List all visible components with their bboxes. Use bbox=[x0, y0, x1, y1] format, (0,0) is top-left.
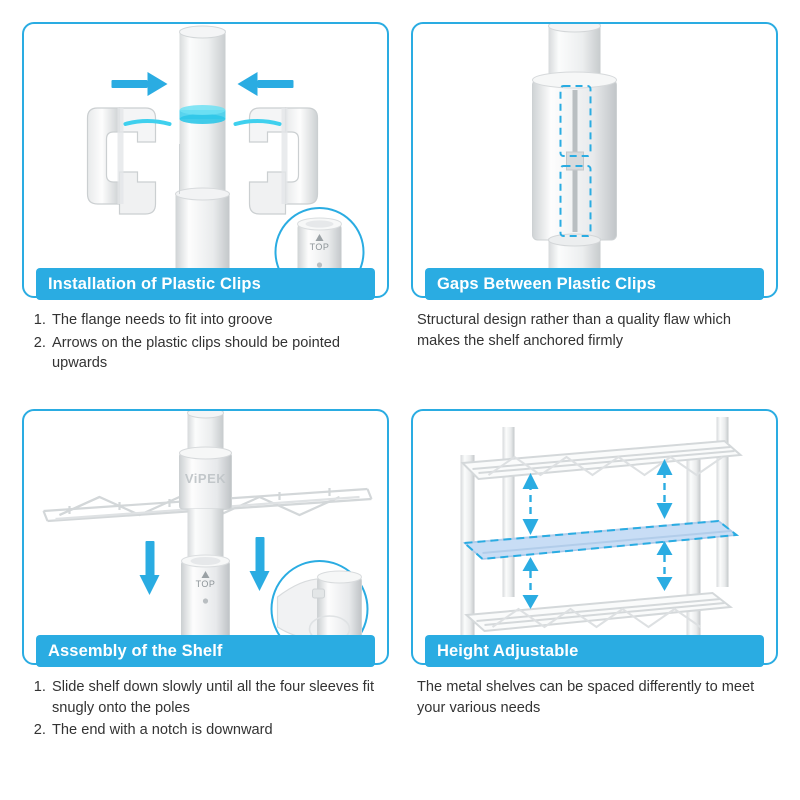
panel-gaps-between-plastic-clips bbox=[411, 22, 778, 399]
paragraph-text: Structural design rather than a quality flaw which makes the shelf anchored firmly bbox=[417, 312, 731, 349]
caption-gaps-between-plastic-clips bbox=[425, 268, 764, 300]
arrow-down-icon bbox=[140, 541, 160, 595]
panel-assembly-of-the-shelf bbox=[22, 409, 389, 786]
text-gaps-between-plastic-clips bbox=[411, 310, 778, 351]
arrow-right-icon bbox=[112, 72, 168, 96]
caption-text: Installation of Plastic Clips bbox=[48, 274, 261, 293]
panel-height-adjustable bbox=[411, 409, 778, 786]
clip-gap-illustration bbox=[413, 24, 776, 296]
step-item: 2. The end with a notch is downward bbox=[50, 720, 385, 741]
step-item: 1. Slide shelf down slowly until all the four sleeves fit snugly onto the poles bbox=[50, 677, 385, 718]
svg-text:TOP: TOP bbox=[195, 579, 216, 589]
arrow-down-icon bbox=[250, 537, 270, 591]
text-height-adjustable bbox=[411, 677, 778, 718]
figure-height-adjustable bbox=[411, 409, 778, 665]
caption-assembly-of-the-shelf bbox=[36, 635, 375, 667]
arrow-left-icon bbox=[238, 72, 294, 96]
figure-plastic-clips-installation bbox=[22, 22, 389, 298]
height-adjustable-illustration bbox=[413, 411, 776, 663]
figure-clip-gap bbox=[411, 22, 778, 298]
figure-shelf-assembly bbox=[22, 409, 389, 665]
notch-shape bbox=[313, 589, 325, 598]
panel-installation-of-plastic-clips bbox=[22, 22, 389, 399]
step-item: 1. The flange needs to fit into groove bbox=[50, 310, 385, 331]
svg-text:TOP: TOP bbox=[309, 242, 330, 252]
shelf-assembly-illustration bbox=[24, 411, 387, 663]
text-installation-of-plastic-clips bbox=[22, 310, 389, 376]
paragraph-text: The metal shelves can be spaced differently to meet your various needs bbox=[417, 679, 755, 716]
caption-text: Gaps Between Plastic Clips bbox=[437, 274, 657, 293]
step-item: 2. Arrows on the plastic clips should be pointed upwards bbox=[50, 333, 385, 374]
caption-text: Assembly of the Shelf bbox=[48, 641, 223, 660]
caption-height-adjustable bbox=[425, 635, 764, 667]
caption-text: Height Adjustable bbox=[437, 641, 579, 660]
text-assembly-of-the-shelf bbox=[22, 677, 389, 743]
caption-installation-of-plastic-clips bbox=[36, 268, 375, 300]
plastic-clips-installation-illustration bbox=[24, 24, 387, 296]
brand-label: ViPEK bbox=[184, 471, 227, 486]
right-plastic-clip bbox=[236, 108, 318, 214]
left-plastic-clip bbox=[88, 108, 170, 214]
